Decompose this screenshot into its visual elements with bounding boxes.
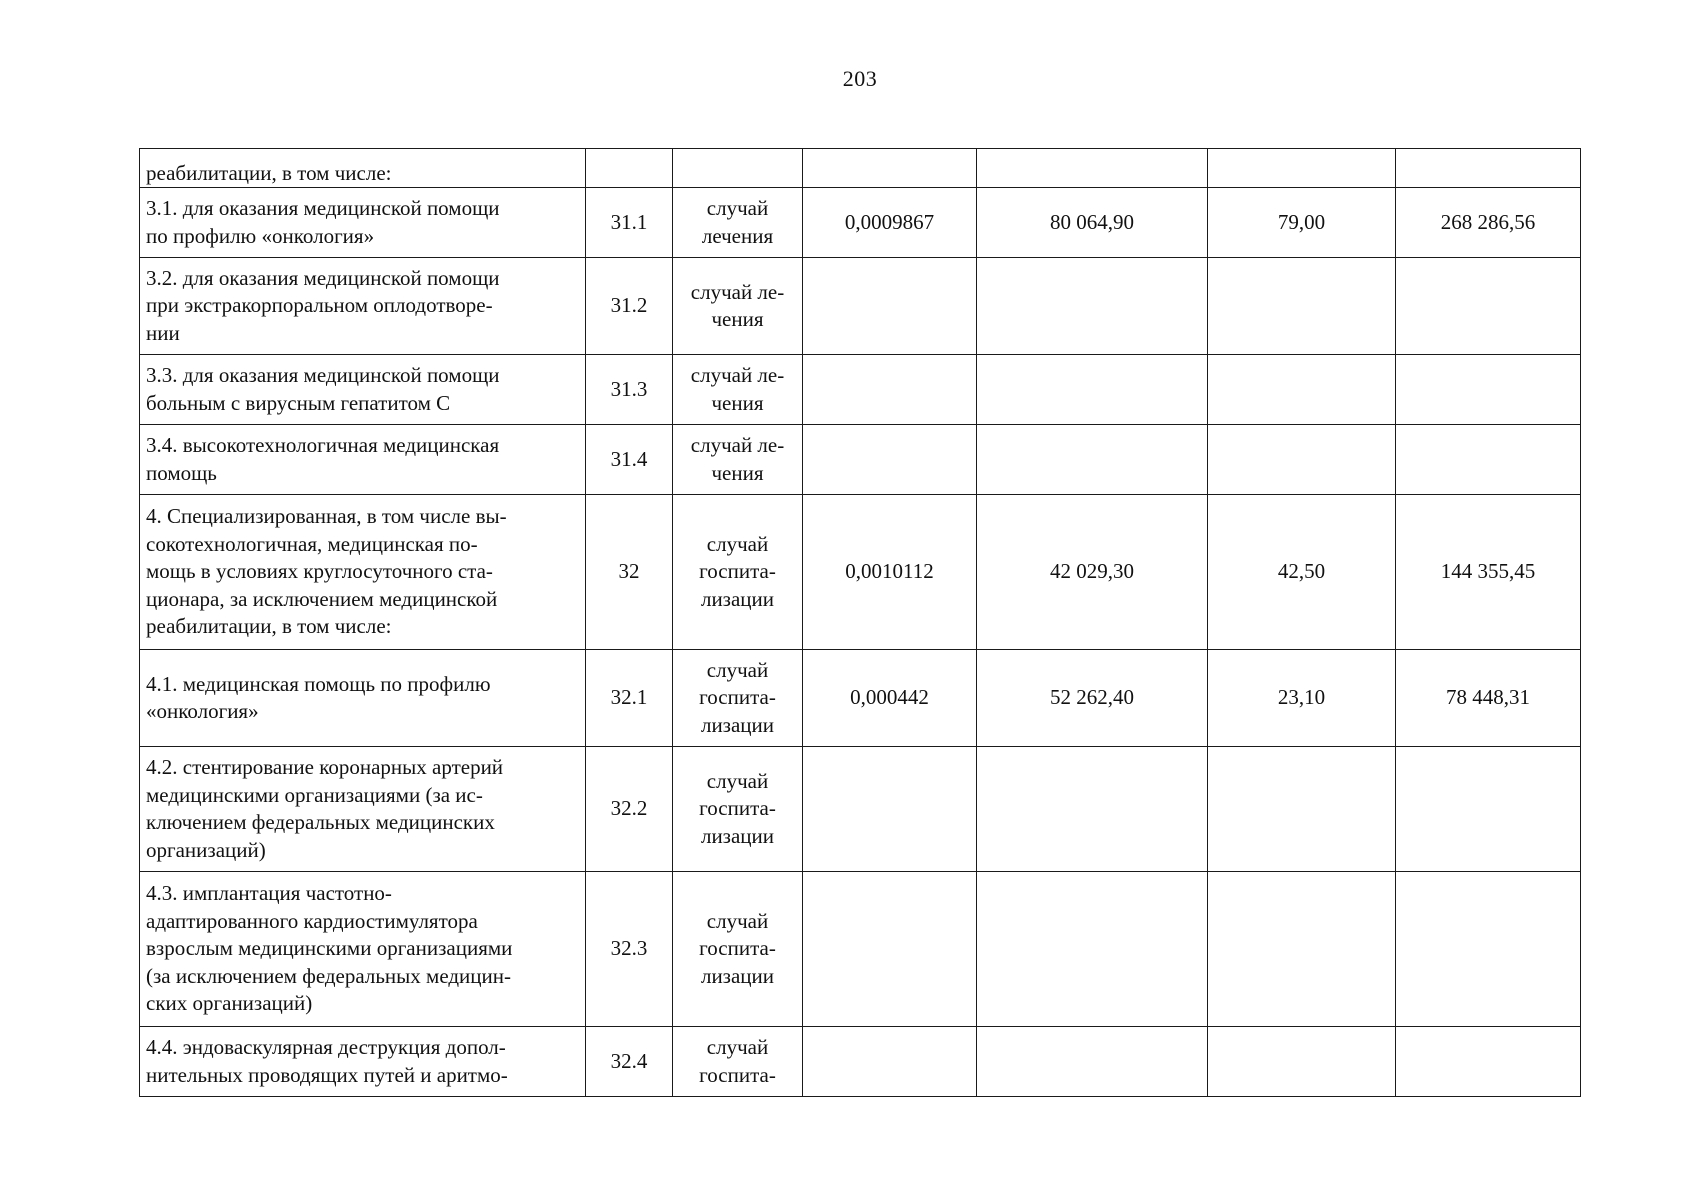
- row-code-cell: 31.4: [586, 425, 673, 495]
- table-row: [140, 872, 1581, 1027]
- row-name-cell: 3.4. высокотехнологичная медицинская помощь: [140, 425, 586, 495]
- row-unit-cell: [673, 149, 803, 188]
- table-row: [140, 188, 1581, 258]
- row-value-2-cell: 42 029,30: [977, 495, 1208, 650]
- row-value-2-cell: 80 064,90: [977, 188, 1208, 258]
- row-value-4-cell: [1396, 258, 1581, 355]
- row-unit-cell: случай госпита- лизации: [673, 495, 803, 650]
- row-value-2-cell: [977, 1027, 1208, 1097]
- row-value-1-cell: 0,0009867: [803, 188, 977, 258]
- row-code-cell: 32.1: [586, 650, 673, 747]
- financing-table: [139, 148, 1581, 1097]
- row-value-2-cell: [977, 355, 1208, 425]
- row-value-1-cell: [803, 425, 977, 495]
- row-value-4-cell: [1396, 149, 1581, 188]
- row-name-cell: 3.3. для оказания медицинской помощи больным с вирусным гепатитом С: [140, 355, 586, 425]
- row-code-cell: 32.2: [586, 747, 673, 872]
- row-code-cell: 31.3: [586, 355, 673, 425]
- row-unit-cell: случай ле- чения: [673, 355, 803, 425]
- row-value-3-cell: 23,10: [1208, 650, 1396, 747]
- table-row: [140, 258, 1581, 355]
- row-value-4-cell: 78 448,31: [1396, 650, 1581, 747]
- row-value-1-cell: [803, 872, 977, 1027]
- row-code-cell: 31.2: [586, 258, 673, 355]
- table-row: [140, 425, 1581, 495]
- row-unit-cell: случай ле- чения: [673, 425, 803, 495]
- row-unit-cell: случай госпита- лизации: [673, 872, 803, 1027]
- row-unit-cell: случай ле- чения: [673, 258, 803, 355]
- row-unit-cell: случай госпита- лизации: [673, 747, 803, 872]
- row-value-1-cell: [803, 149, 977, 188]
- row-name-cell: 3.1. для оказания медицинской помощи по профилю «онкология»: [140, 188, 586, 258]
- row-value-2-cell: 52 262,40: [977, 650, 1208, 747]
- row-value-4-cell: [1396, 747, 1581, 872]
- table-body: [140, 149, 1581, 1097]
- row-value-1-cell: 0,0010112: [803, 495, 977, 650]
- row-value-3-cell: 79,00: [1208, 188, 1396, 258]
- table-row: [140, 149, 1581, 188]
- row-unit-cell: случай госпита- лизации: [673, 650, 803, 747]
- row-value-1-cell: 0,000442: [803, 650, 977, 747]
- row-value-4-cell: [1396, 425, 1581, 495]
- row-name-cell: 4.1. медицинская помощь по профилю «онкология»: [140, 650, 586, 747]
- row-name-cell: 4.3. имплантация частотно- адаптированного кардиостимулятора взрослым медицинскими организациями (за исключением федеральных медицин- ских организаций): [140, 872, 586, 1027]
- row-value-3-cell: [1208, 355, 1396, 425]
- page-number: 203: [842, 66, 878, 91]
- row-value-4-cell: [1396, 872, 1581, 1027]
- row-value-3-cell: [1208, 258, 1396, 355]
- row-value-1-cell: [803, 1027, 977, 1097]
- row-value-3-cell: [1208, 1027, 1396, 1097]
- row-name-cell: 3.2. для оказания медицинской помощи при экстракорпоральном оплодотворе- нии: [140, 258, 586, 355]
- table-row: [140, 650, 1581, 747]
- row-name-cell: 4.2. стентирование коронарных артерий медицинскими организациями (за ис- ключением федеральных медицинских организаций): [140, 747, 586, 872]
- row-value-2-cell: [977, 149, 1208, 188]
- table-row: [140, 747, 1581, 872]
- row-code-cell: 32: [586, 495, 673, 650]
- row-name-cell: 4.4. эндоваскулярная деструкция допол- нительных проводящих путей и аритмо-: [140, 1027, 586, 1097]
- row-value-2-cell: [977, 872, 1208, 1027]
- row-code-cell: [586, 149, 673, 188]
- row-value-2-cell: [977, 747, 1208, 872]
- table-row: [140, 355, 1581, 425]
- row-value-4-cell: [1396, 355, 1581, 425]
- row-value-4-cell: [1396, 1027, 1581, 1097]
- row-unit-cell: случай лечения: [673, 188, 803, 258]
- row-value-1-cell: [803, 355, 977, 425]
- row-code-cell: 32.3: [586, 872, 673, 1027]
- row-value-2-cell: [977, 258, 1208, 355]
- row-name-cell: 4. Специализированная, в том числе вы- сокотехнологичная, медицинская по- мощь в условиях круглосуточного ста- ционара, за исключением медицинской реабилитации, в том числе:: [140, 495, 586, 650]
- row-value-3-cell: [1208, 872, 1396, 1027]
- row-value-4-cell: 144 355,45: [1396, 495, 1581, 650]
- row-value-3-cell: [1208, 149, 1396, 188]
- row-unit-cell: случай госпита-: [673, 1027, 803, 1097]
- row-value-3-cell: [1208, 747, 1396, 872]
- table-row: [140, 495, 1581, 650]
- row-value-4-cell: 268 286,56: [1396, 188, 1581, 258]
- row-code-cell: 32.4: [586, 1027, 673, 1097]
- row-value-3-cell: 42,50: [1208, 495, 1396, 650]
- row-value-1-cell: [803, 747, 977, 872]
- table-row: [140, 1027, 1581, 1097]
- row-value-3-cell: [1208, 425, 1396, 495]
- row-value-2-cell: [977, 425, 1208, 495]
- row-value-1-cell: [803, 258, 977, 355]
- row-name-cell: реабилитации, в том числе:: [140, 149, 586, 188]
- row-code-cell: 31.1: [586, 188, 673, 258]
